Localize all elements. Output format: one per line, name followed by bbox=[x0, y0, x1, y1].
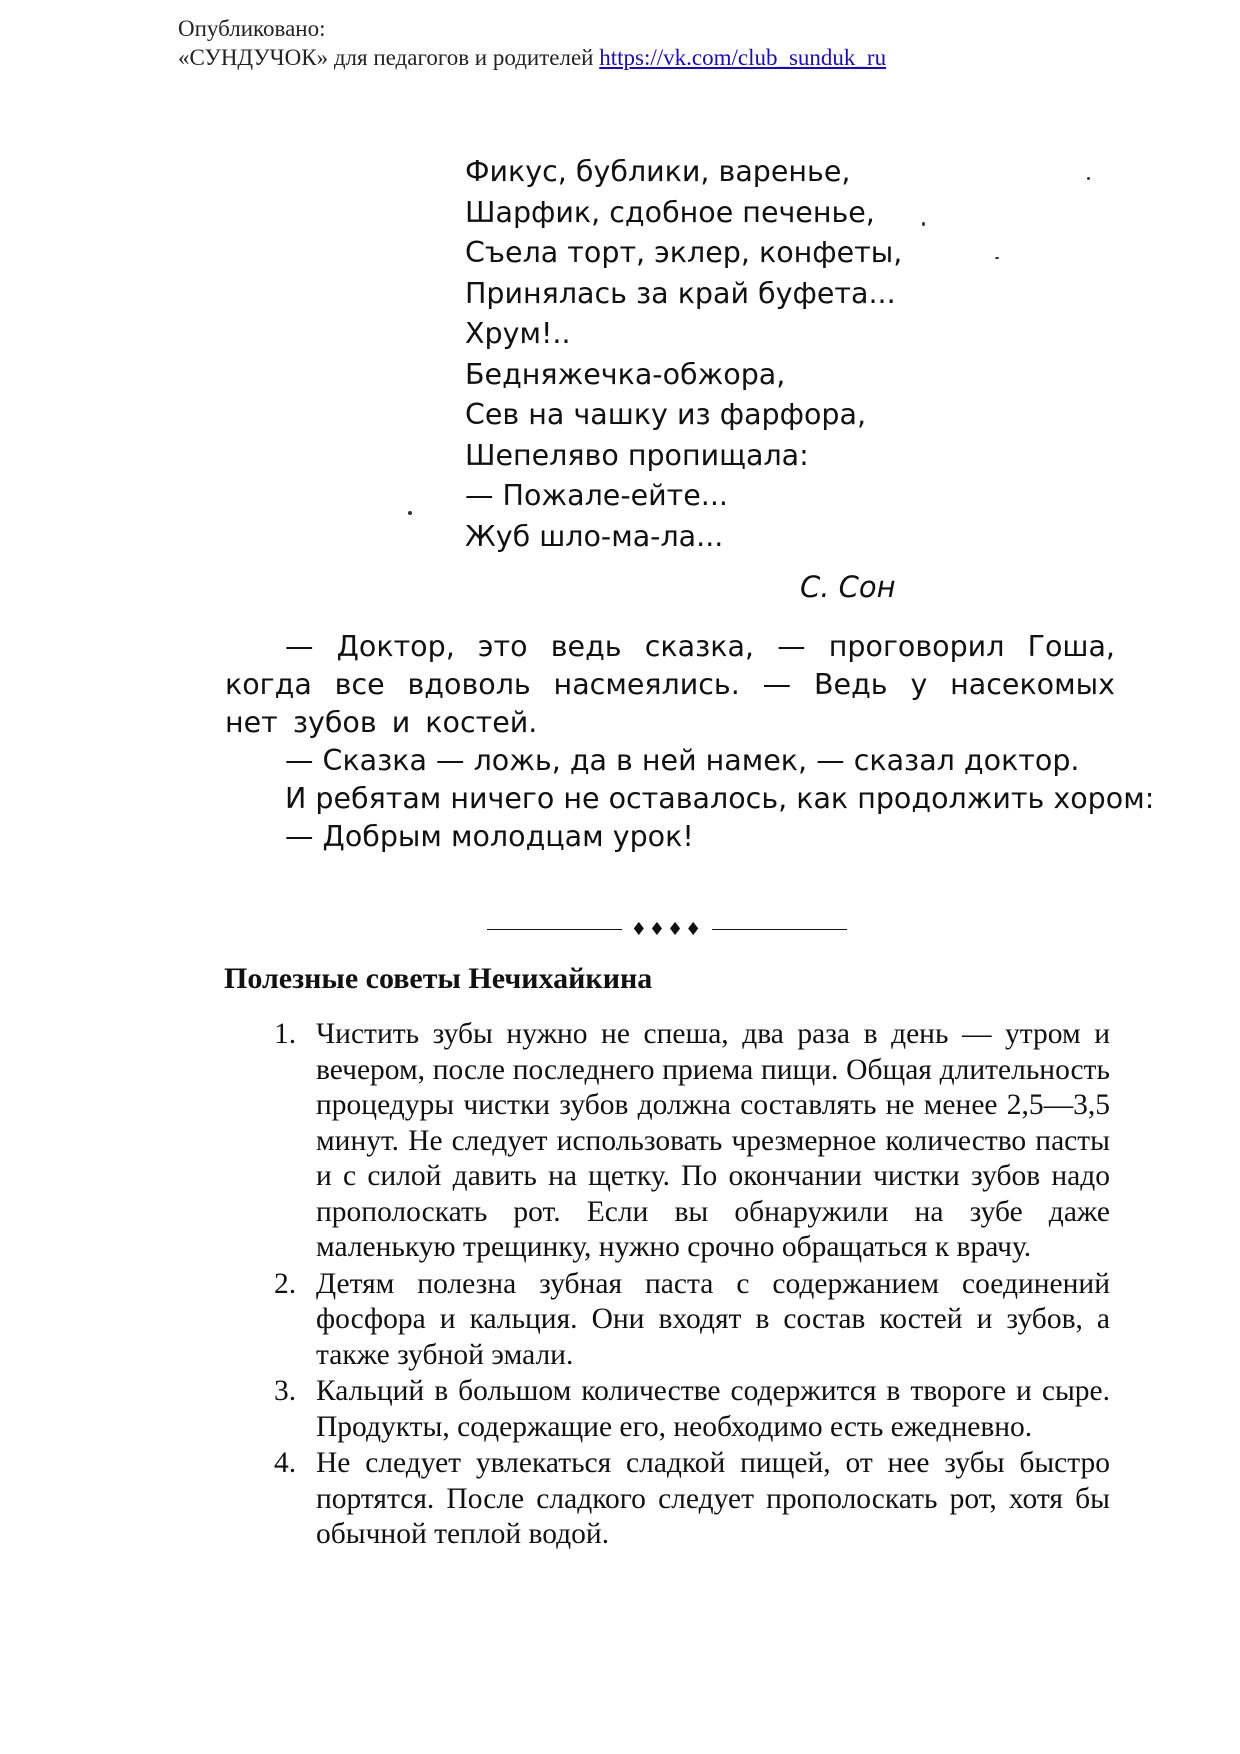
poem-line: Принялась за край буфета... bbox=[465, 276, 896, 310]
poem-line: Бедняжечка-обжора, bbox=[465, 357, 786, 391]
publisher-name: «СУНДУЧОК» для педагогов и родителей bbox=[178, 45, 594, 70]
scan-speck bbox=[922, 222, 925, 226]
list-item-text: Не следует увлекаться сладкой пищей, от нее зубы быстро портятся. После сладкого следует прополоскать рот, хотя бы обычной теплой водой. bbox=[316, 1447, 1110, 1550]
list-item-text: Детям полезна зубная паста с содержанием соединений фосфора и кальция. Они входят в состав костей и зубов, а также зубной эмали. bbox=[316, 1267, 1110, 1371]
divider-rule-left bbox=[487, 929, 622, 930]
list-item-number: 3. bbox=[274, 1375, 297, 1407]
published-label: Опубликовано: bbox=[178, 16, 326, 41]
poem-line: Хрум!.. bbox=[465, 317, 571, 350]
scan-speck bbox=[408, 511, 412, 515]
poem-line: Шепеляво пропищала: bbox=[465, 438, 809, 472]
list-item-number: 2. bbox=[274, 1267, 297, 1300]
list-item bbox=[270, 1446, 1110, 1553]
dialogue-paragraph: — Сказка — ложь, да в ней намек, — сказал доктор. bbox=[285, 744, 1080, 777]
section-title: Полезные советы Нечихайкина bbox=[224, 962, 653, 995]
tips-list bbox=[270, 1017, 1110, 1554]
poem-line: Жуб шло-ма-ла... bbox=[465, 519, 724, 553]
list-item-number: 1. bbox=[274, 1018, 297, 1050]
dialogue-paragraph: — Добрым молодцам урок! bbox=[285, 820, 694, 853]
dialogue-paragraph: И ребятам ничего не оставалось, как продолжить хором: bbox=[285, 782, 1155, 815]
poem-line: Съела торт, эклер, конфеты, bbox=[465, 236, 903, 269]
section-divider bbox=[477, 914, 857, 944]
list-item bbox=[270, 1017, 1110, 1266]
poem-line: Сев на чашку из фарфора, bbox=[465, 398, 867, 431]
scan-speck bbox=[995, 257, 999, 259]
publisher-link[interactable]: https://vk.com/club_sunduk_ru bbox=[599, 45, 887, 70]
list-item bbox=[270, 1267, 1110, 1374]
story-text bbox=[225, 628, 1155, 856]
list-item bbox=[270, 1374, 1110, 1445]
poem bbox=[465, 152, 902, 557]
list-item-text: Кальций в большом количестве содержится в твороге и сыре. Продукты, содержащие его, необходимо есть ежедневно. bbox=[316, 1375, 1110, 1443]
scan-speck bbox=[1087, 177, 1090, 180]
publication-header bbox=[178, 14, 886, 72]
poem-line: — Пожале-ейте... bbox=[465, 479, 728, 512]
poem-author: С. Сон bbox=[800, 570, 896, 604]
poem-line: Шарфик, сдобное печенье, bbox=[465, 195, 875, 229]
publisher-line bbox=[178, 43, 886, 72]
diamond-icon: ♦♦♦♦ bbox=[630, 918, 704, 940]
list-item-text: Чистить зубы нужно не спеша, два раза в день — утром и вечером, после последнего приема пищи. Общая длительность процедуры чистки зубов должна составлять не менее 2,5—3,5 минут. Не следует использовать чрезмерное количество пасты и с силой давить на щетку. По окончании чистки зубов надо прополоскать рот. Если вы обнаружили на зубе даже маленькую трещинку, нужно срочно обращаться к врачу. bbox=[316, 1018, 1110, 1263]
dialogue-paragraph: — Доктор, это ведь сказка, — проговорил Гоша, когда все вдоволь насмеялись. — Ведь у насекомых нет зубов и костей. bbox=[225, 630, 1115, 739]
list-item-number: 4. bbox=[274, 1447, 297, 1479]
poem-line: Фикус, бублики, варенье, bbox=[465, 155, 851, 188]
divider-rule-right bbox=[712, 929, 847, 930]
